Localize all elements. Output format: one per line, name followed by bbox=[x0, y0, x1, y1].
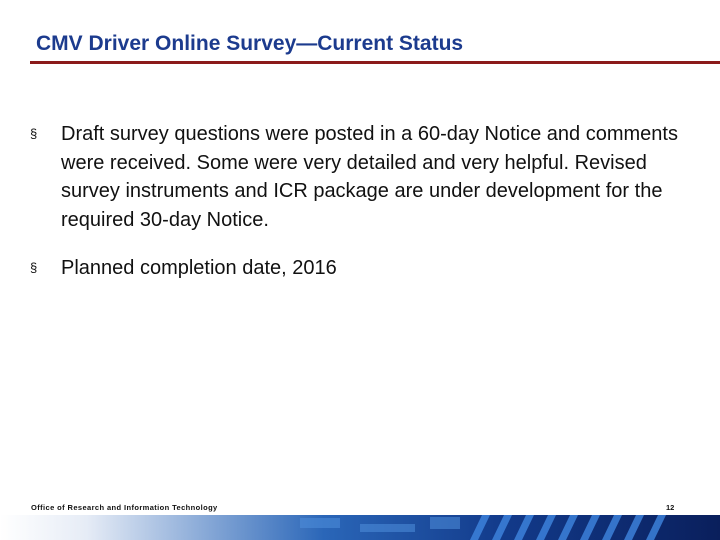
page-number: 12 bbox=[666, 503, 675, 512]
bullet-item bbox=[30, 254, 700, 283]
bullet-text: Draft survey questions were posted in a 60-day Notice and comments were received. Some were very detailed and very helpful. Revised survey instruments and ICR package are under development for the required 30-day Notice. bbox=[61, 123, 678, 231]
footer-office-name: Office of Research and Information Technology bbox=[31, 503, 218, 512]
footer-decorative-bar bbox=[0, 515, 720, 540]
bullet-marker-icon: § bbox=[30, 126, 38, 141]
bullet-text: Planned completion date, 2016 bbox=[61, 257, 337, 279]
slide-title: CMV Driver Online Survey—Current Status bbox=[36, 32, 464, 55]
bullet-marker-icon: § bbox=[30, 260, 38, 275]
title-divider bbox=[30, 61, 720, 64]
bullet-item bbox=[30, 120, 700, 234]
bullet-list bbox=[30, 120, 700, 303]
